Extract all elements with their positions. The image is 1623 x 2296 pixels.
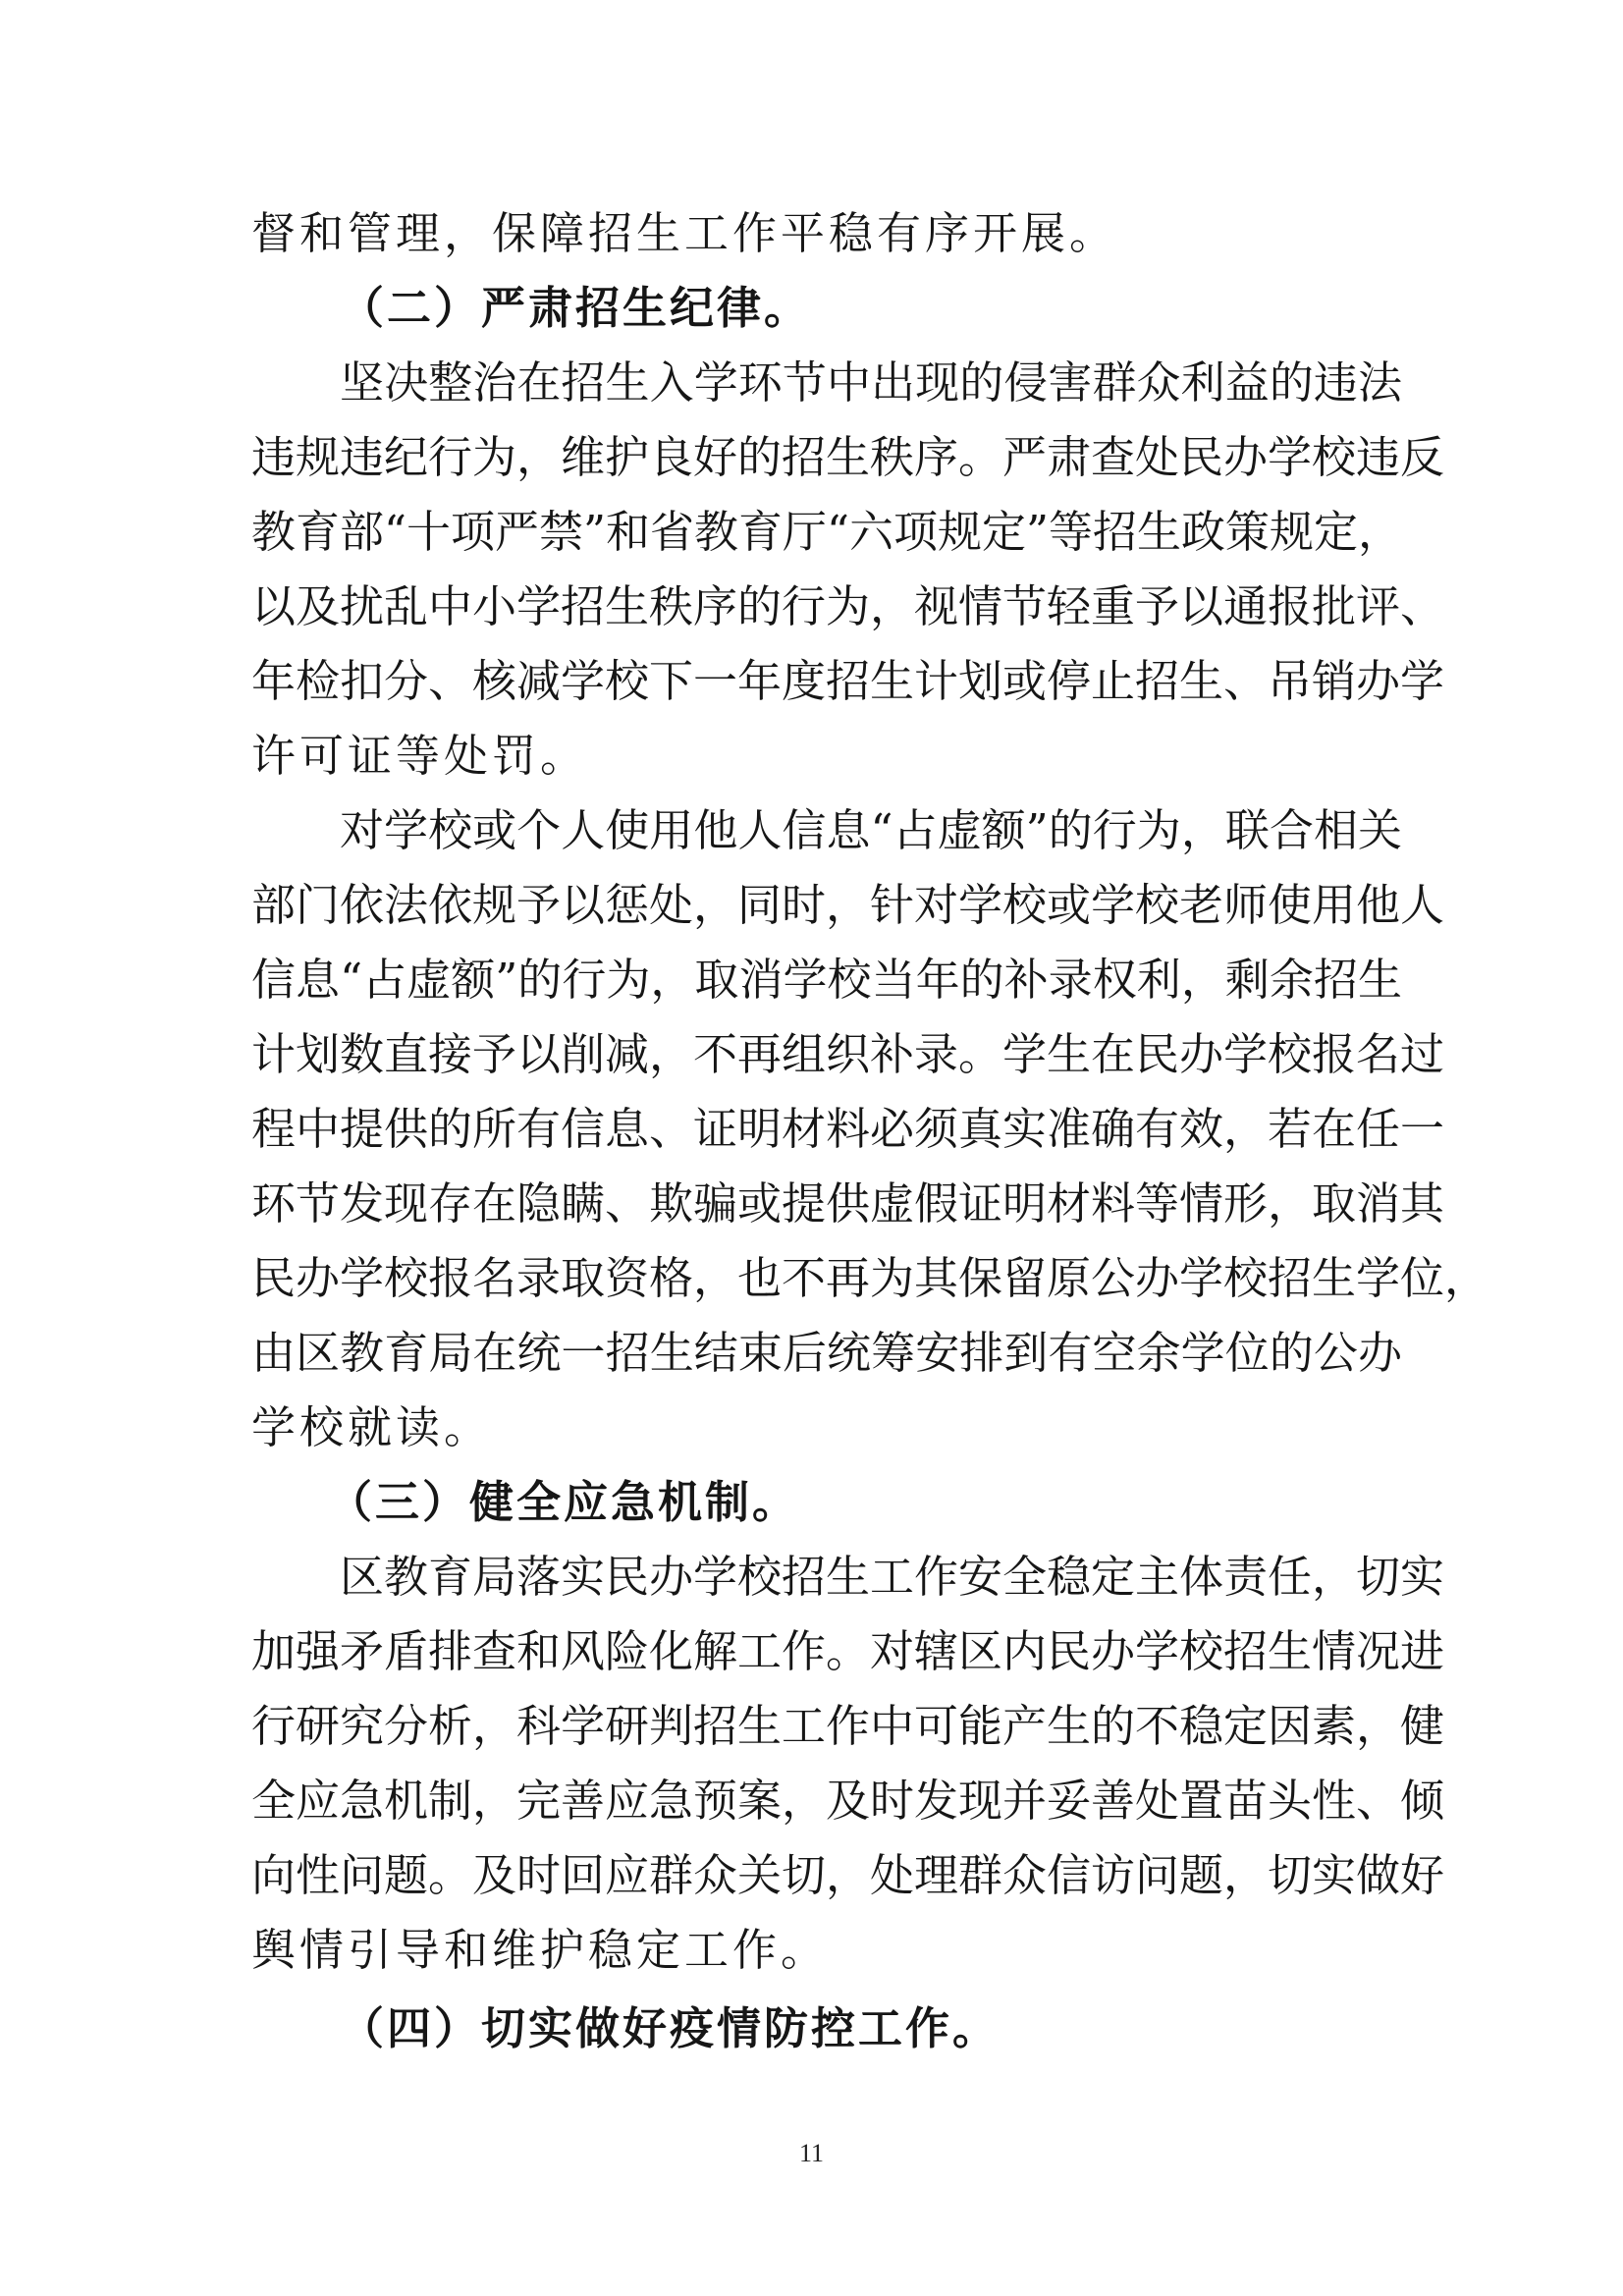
paragraph-line: 程中提供的所有信息、证明材料必须真实准确有效，若在任一 <box>251 1103 1445 1155</box>
paragraph-line: 民办学校报名录取资格，也不再为其保留原公办学校招生学位， <box>251 1252 1489 1304</box>
paragraph-line: 区教育局落实民办学校招生工作安全稳定主体责任，切实 <box>340 1551 1445 1603</box>
paragraph-line: 由区教育局在统一招生结束后统筹安排到有空余学位的公办 <box>251 1327 1402 1379</box>
paragraph-line: 坚决整治在招生入学环节中出现的侵害群众利益的违法 <box>340 356 1402 409</box>
section-heading: （四）切实做好疫情防控工作。 <box>340 2002 1001 2054</box>
paragraph-line: 信息“占虚额”的行为，取消学校当年的补录权利，剩余招生 <box>251 954 1402 1006</box>
paragraph-line: 年检扣分、核减学校下一年度招生计划或停止招生、吊销办学 <box>251 655 1445 707</box>
paragraph-line: 计划数直接予以削减，不再组织补录。学生在民办学校报名过 <box>251 1028 1445 1080</box>
paragraph-line: 教育部“十项严禁”和省教育厅“六项规定”等招生政策规定， <box>251 506 1403 558</box>
paragraph-line: 加强矛盾排查和风险化解工作。对辖区内民办学校招生情况进 <box>251 1625 1445 1677</box>
paragraph-line: 环节发现存在隐瞒、欺骗或提供虚假证明材料等情形，取消其 <box>251 1177 1445 1230</box>
section-heading: （三）健全应急机制。 <box>328 1476 800 1528</box>
paragraph-line: 以及扰乱中小学招生秩序的行为，视情节轻重予以通报批评、 <box>251 580 1445 632</box>
paragraph-line: 向性问题。及时回应群众关切，处理群众信访问题，切实做好 <box>251 1849 1445 1901</box>
paragraph-line: 督和管理，保障招生工作平稳有序开展。 <box>251 207 1118 259</box>
paragraph-line: 全应急机制，完善应急预案，及时发现并妥善处置苗头性、倾 <box>251 1775 1445 1827</box>
paragraph-line: 行研究分析，科学研判招生工作中可能产生的不稳定因素，健 <box>251 1700 1445 1752</box>
paragraph-line: 学校就读。 <box>251 1401 493 1453</box>
paragraph-line: 违规违纪行为，维护良好的招生秩序。严肃查处民办学校违反 <box>251 431 1445 483</box>
page-number: 11 <box>798 2139 825 2167</box>
paragraph-line: 舆情引导和维护稳定工作。 <box>251 1924 830 1976</box>
paragraph-line: 对学校或个人使用他人信息“占虚额”的行为，联合相关 <box>340 804 1402 856</box>
section-heading: （二）严肃招生纪律。 <box>340 282 812 334</box>
paragraph-line: 许可证等处罚。 <box>251 730 589 782</box>
paragraph-line: 部门依法依规予以惩处，同时，针对学校或学校老师使用他人 <box>251 879 1445 931</box>
